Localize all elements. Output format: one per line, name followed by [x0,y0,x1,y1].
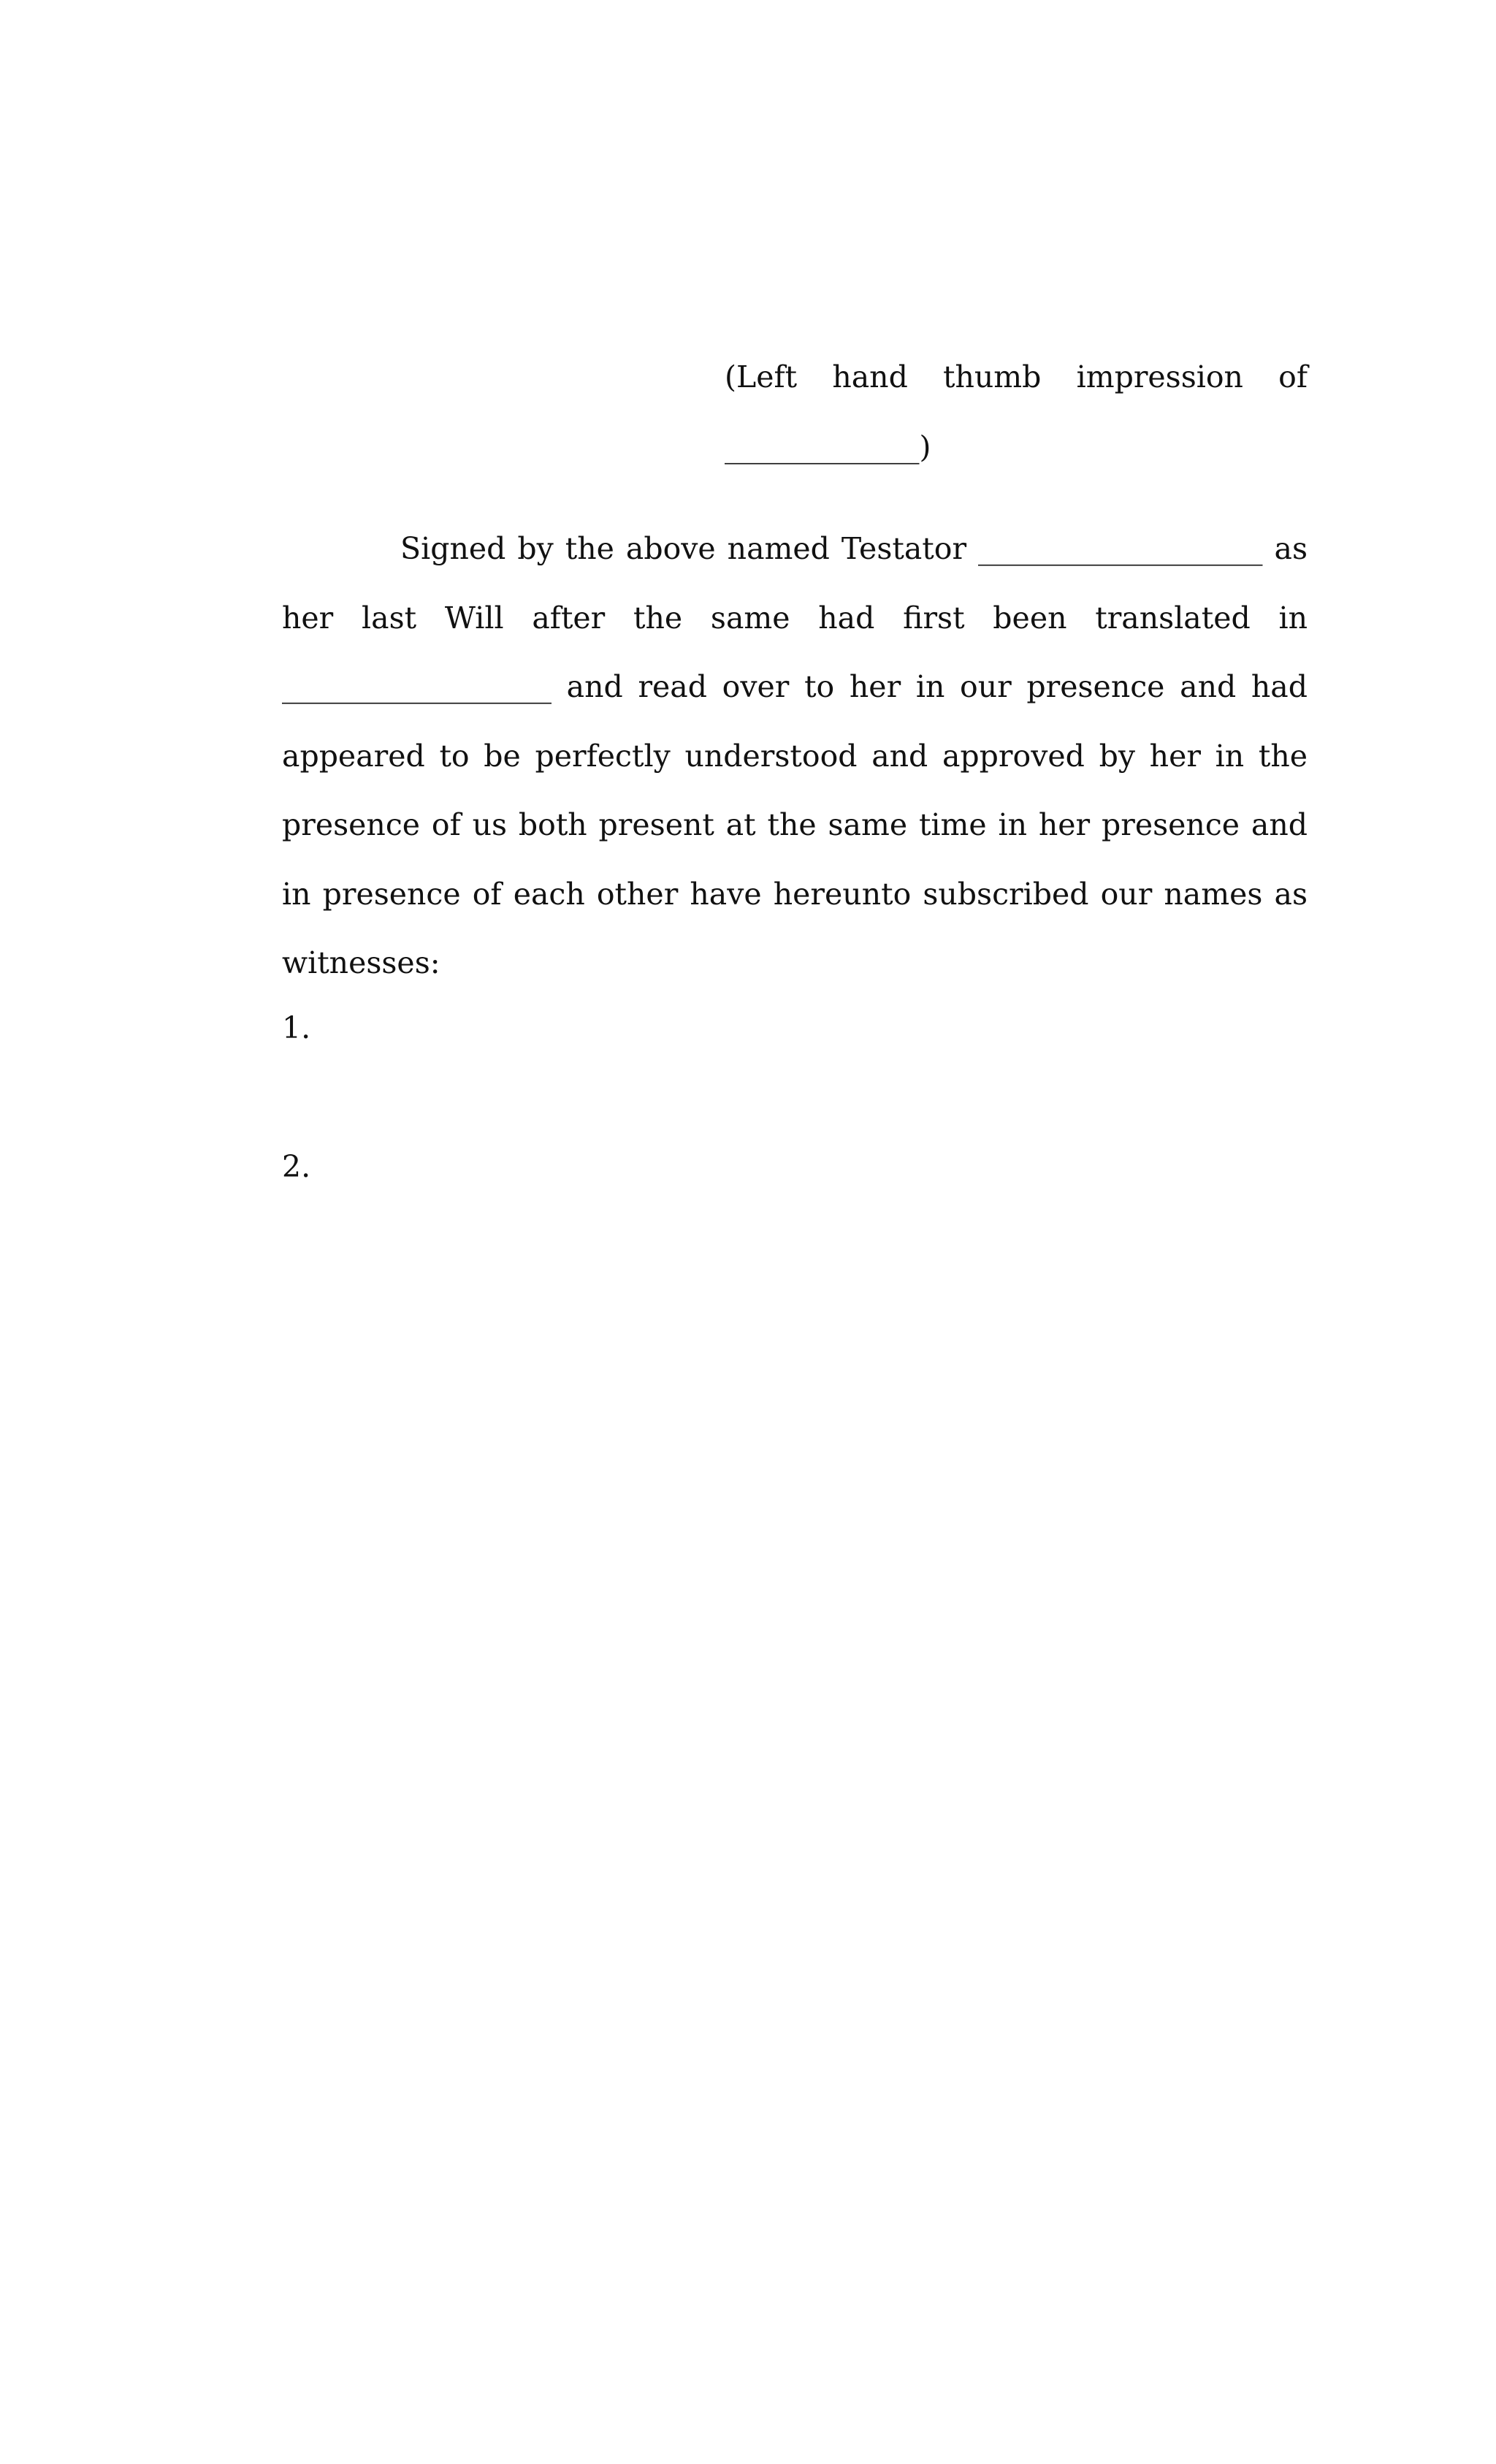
attestation-paragraph: Signed by the above named Testator ___________________ as her last Will after the same had first been translated in __________________ and read over to her in our presence and had appeared to be perfectly understood and approved by her in the presence of us both present at the same time in her presence and in presence of each other have hereunto subscribed our names as witnesses: [282,531,1308,980]
witness-1-number: 1. [282,1010,311,1045]
thumb-impression-line-1: (Left hand thumb impression of [725,359,1308,394]
attestation-clause [282,514,1308,998]
witness-2-number: 2. [282,1149,311,1184]
thumb-impression-line-2: _____________) [725,430,931,465]
thumb-impression-caption [725,342,1308,482]
